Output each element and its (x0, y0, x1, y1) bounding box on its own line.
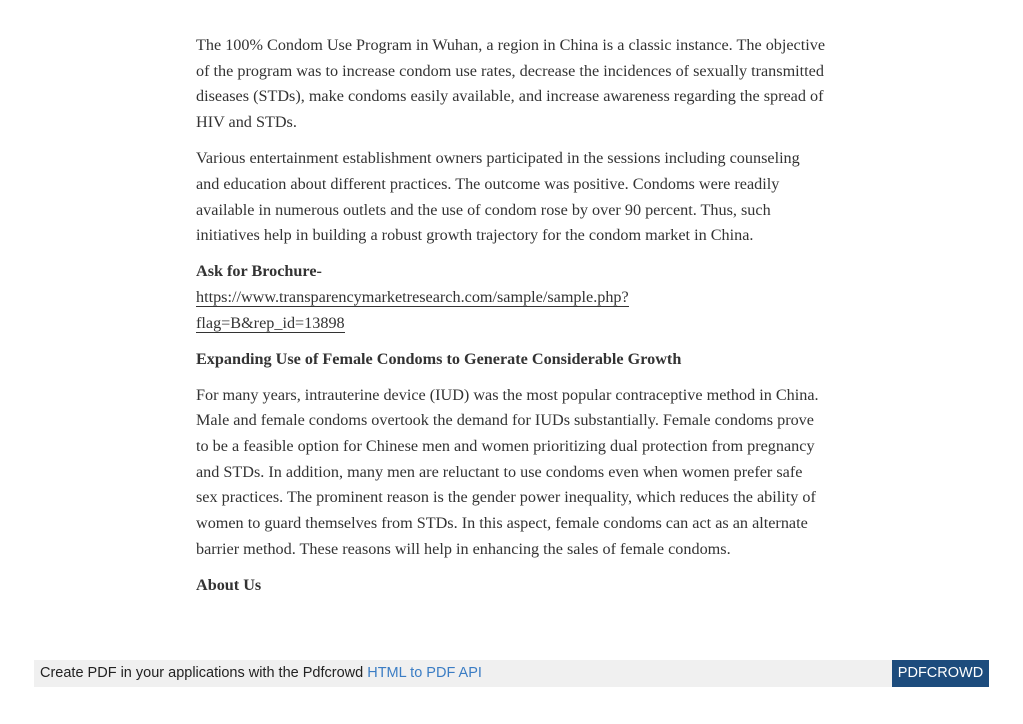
pdfcrowd-footer (34, 660, 989, 687)
article-body (196, 33, 826, 609)
paragraph-program: The 100% Condom Use Program in Wuhan, a region in China is a classic instance. The objective of the program was to increase condom use rates, decrease the incidences of sexually transmitted diseases (STDs), make condoms easily available, and increase awareness regarding the spread of HIV and STDs. (196, 36, 826, 132)
brochure-block (196, 259, 826, 336)
paragraph-entertainment: Various entertainment establishment owners participated in the sessions including counseling and education about different practices. The outcome was positive. Condoms were readily available in numerous outlets and the use of condom rose by over 90 percent. Thus, such initiatives help in building a robust growth trajectory for the condom market in China. (196, 149, 800, 245)
section-heading-about-us: About Us (196, 575, 262, 594)
footer-message: Create PDF in your applications with the Pdfcrowd (40, 665, 368, 681)
footer-api-link[interactable]: HTML to PDF API (367, 665, 482, 681)
paragraph-female-condoms: For many years, intrauterine device (IUD) was the most popular contraceptive method in China. Male and female condoms overtook the demand for IUDs substantially. Female condoms prove to be a feasible option for Chinese men and women prioritizing dual protection from pregnancy and STDs. In addition, many men are reluctant to use condoms even when women prefer safe sex practices. The prominent reason is the gender power inequality, which reduces the ability of women to guard themselves from STDs. In this aspect, female condoms can act as an alternate barrier method. These reasons will help in enhancing the sales of female condoms. (196, 385, 819, 558)
pdfcrowd-brand-button[interactable]: PDFCROWD (892, 660, 989, 687)
brochure-label: Ask for Brochure- (196, 262, 322, 281)
brochure-link-line1[interactable]: https://www.transparencymarketresearch.com/sample/sample.php? (196, 287, 629, 306)
section-heading-female-condoms: Expanding Use of Female Condoms to Generate Considerable Growth (196, 349, 682, 368)
footer-text (40, 665, 482, 681)
brochure-link-line2[interactable]: flag=B&rep_id=13898 (196, 313, 345, 332)
